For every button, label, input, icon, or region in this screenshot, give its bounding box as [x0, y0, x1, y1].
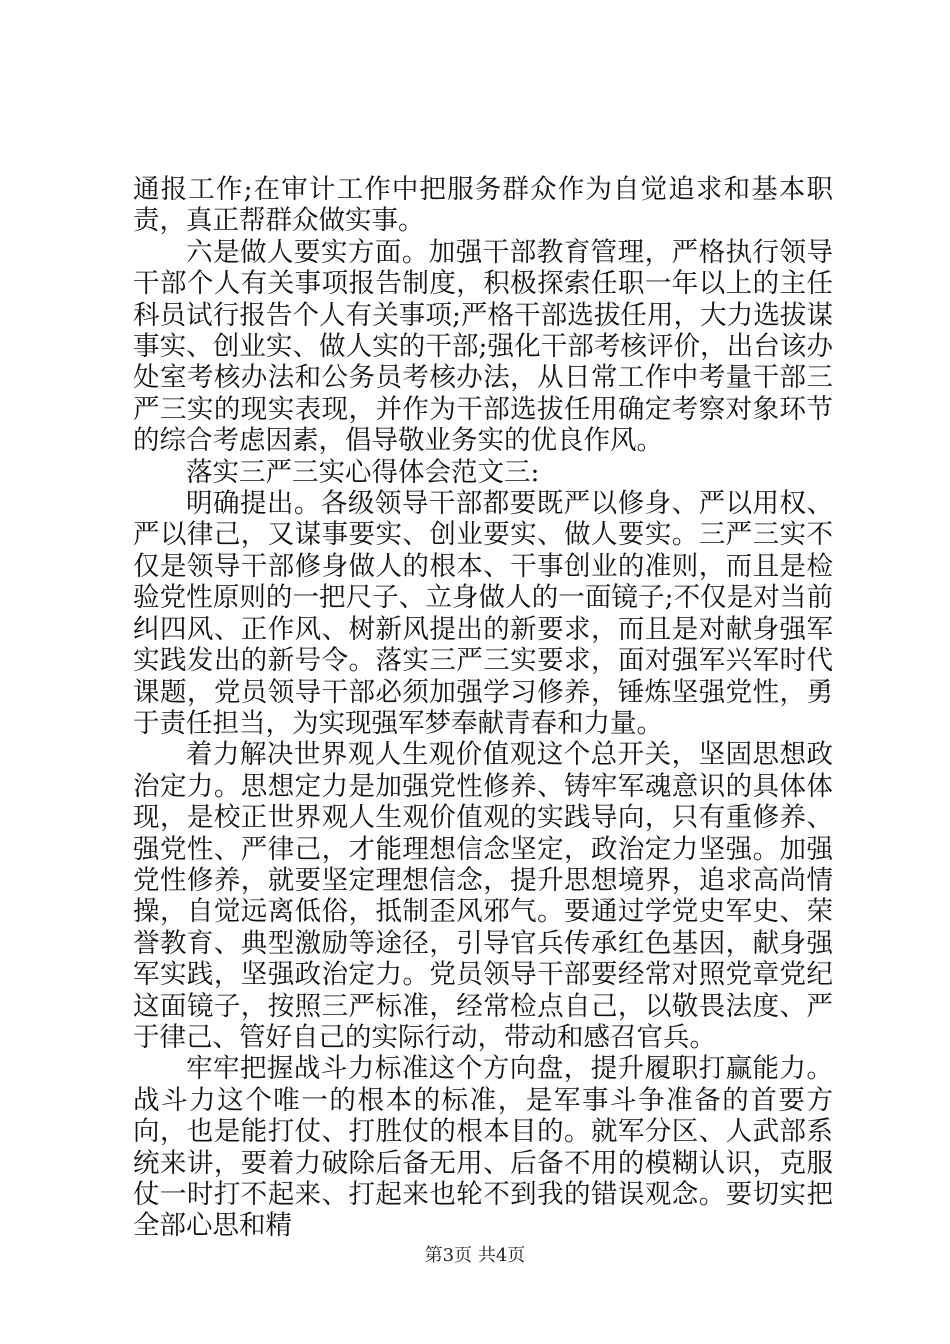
paragraph-1: 通报工作;在审计工作中把服务群众作为自觉追求和基本职责，真正帮群众做实事。 — [133, 174, 833, 237]
page-number-footer: 第3页 共4页 — [424, 1245, 526, 1266]
section-heading: 落实三严三实心得体会范文三: — [186, 456, 540, 488]
paragraph-2: 六是做人要实方面。加强干部教育管理，严格执行领导干部个人有关事项报告制度，积极探索任职一年以上的主任科员试行报告个人有关事项;严格干部选拔任用，大力选拔谋事实、创业实、做人实的干部;强化干部考核评价，出台该办处室考核办法和公务员考核办法，从日常工作中考量干部三严三实的现实表现，并作为干部选拔任用确定考察对象环节的综合考虑因素，倡导敬业务实的优良作风。 — [133, 236, 833, 457]
paragraph-3: 明确提出。各级领导干部都要既严以修身、严以用权、严以律己，又谋事要实、创业要实、做人要实。三严三实不仅是领导干部修身做人的根本、干事创业的准则，而且是检验党性原则的一把尺子、立身做人的一面镜子;不仅是对当前纠四风、正作风、树新风提出的新要求，而且是对献身强军实践发出的新号令。落实三严三实要求，面对强军兴军时代课题，党员领导干部必须加强学习修养，锤炼坚强党性，勇于责任担当，为实现强军梦奉献青春和力量。 — [133, 488, 833, 739]
paragraph-4: 着力解决世界观人生观价值观这个总开关，坚固思想政治定力。思想定力是加强党性修养、铸牢军魂意识的具体体现，是校正世界观人生观价值观的实践导向，只有重修养、强党性、严律己，才能理想信念坚定，政治定力坚强。加强党性修养，就要坚定理想信念，提升思想境界，追求高尚情操，自觉远离低俗，抵制歪风邪气。要通过学党史军史、荣誉教育、典型激励等途径，引导官兵传承红色基因，献身强军实践，坚强政治定力。党员领导干部要经常对照党章党纪这面镜子，按照三严标准，经常检点自己，以敬畏法度、严于律己、管好自己的实际行动，带动和感召官兵。 — [133, 739, 833, 1053]
document-body — [133, 174, 833, 1242]
paragraph-5: 牢牢把握战斗力标准这个方向盘，提升履职打赢能力。战斗力这个唯一的根本的标准，是军事斗争准备的首要方向，也是能打仗、打胜仗的根本目的。就军分区、人武部系统来讲，要着力破除后备无用、后备不用的模糊认识，克服仗一时打不起来、打起来也轮不到我的错误观念。要切实把全部心思和精 — [133, 1053, 833, 1242]
